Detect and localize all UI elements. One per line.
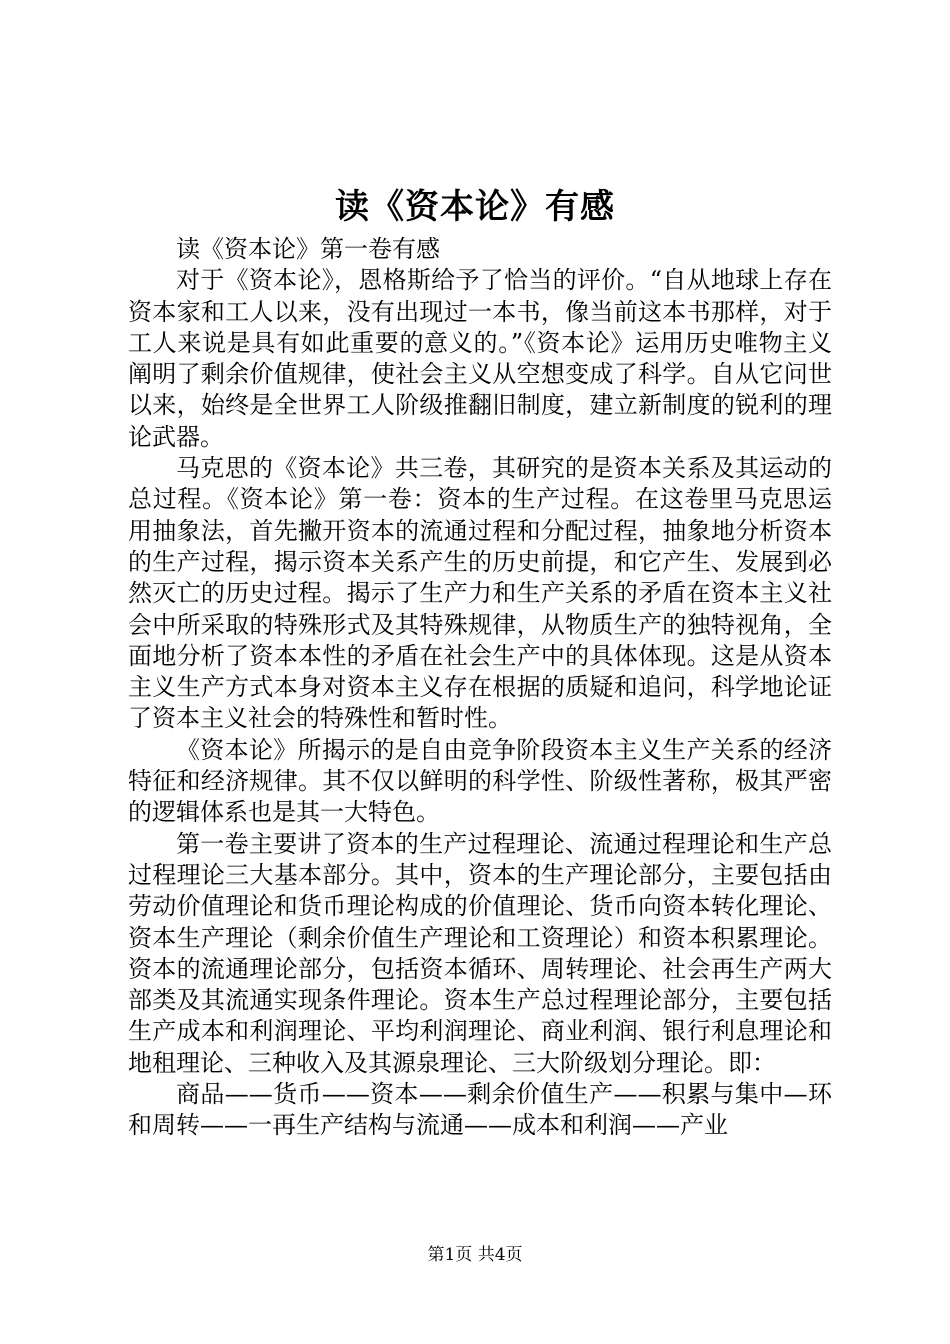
body-paragraph: 第一卷主要讲了资本的生产过程理论、流通过程理论和生产总过程理论三大基本部分。其中，资本的生产理论部分，主要包括由劳动价值理论和货币理论构成的价值理论、货币向资本转化理论、资本生产理论（剩余价值生产理论和工资理论）和资本积累理论。资本的流通理论部分，包括资本循环、周转理论、社会再生产两大部类及其流通实现条件理论。资本生产总过程理论部分，主要包括生产成本和利润理论、平均利润理论、商业利润、银行利息理论和地租理论、三种收入及其源泉理论、三大阶级划分理论。即： — [128, 829, 832, 1077]
page-number-footer: 第1页 共4页 — [427, 1245, 523, 1265]
body-paragraph: 《资本论》所揭示的是自由竞争阶段资本主义生产关系的经济特征和经济规律。其不仅以鲜明的科学性、阶级性著称，极其严密的逻辑体系也是其一大特色。 — [128, 735, 832, 827]
body-paragraph: 马克思的《资本论》共三卷，其研究的是资本关系及其运动的总过程。《资本论》第一卷：资本的生产过程。在这卷里马克思运用抽象法，首先撇开资本的流通过程和分配过程，抽象地分析资本的生产过程，揭示资本关系产生的历史前提，和它产生、发展到必然灭亡的历史过程。揭示了生产力和生产关系的矛盾在资本主义社会中所采取的特殊形式及其特殊规律，从物质生产的独特视角，全面地分析了资本本性的矛盾在社会生产中的具体体现。这是从资本主义生产方式本身对资本主义存在根据的质疑和追问，科学地论证了资本主义社会的特殊性和暂时性。 — [128, 454, 832, 733]
document-title: 读《资本论》有感 — [335, 187, 615, 227]
body-paragraph: 商品——货币——资本——剩余价值生产——积累与集中—环和周转——一再生产结构与流通——成本和利润——产业 — [128, 1080, 832, 1140]
subtitle-paragraph: 读《资本论》第一卷有感 — [176, 235, 440, 263]
body-paragraph: 对于《资本论》，恩格斯给予了恰当的评价。“自从地球上存在资本家和工人以来，没有出现过一本书，像当前这本书那样，对于工人来说是具有如此重要的意义的。”《资本论》运用历史唯物主义阐明了剩余价值规律，使社会主义从空想变成了科学。自从它问世以来，始终是全世界工人阶级推翻旧制度，建立新制度的锐利的理论武器。 — [128, 266, 832, 451]
document-body — [128, 234, 832, 1142]
